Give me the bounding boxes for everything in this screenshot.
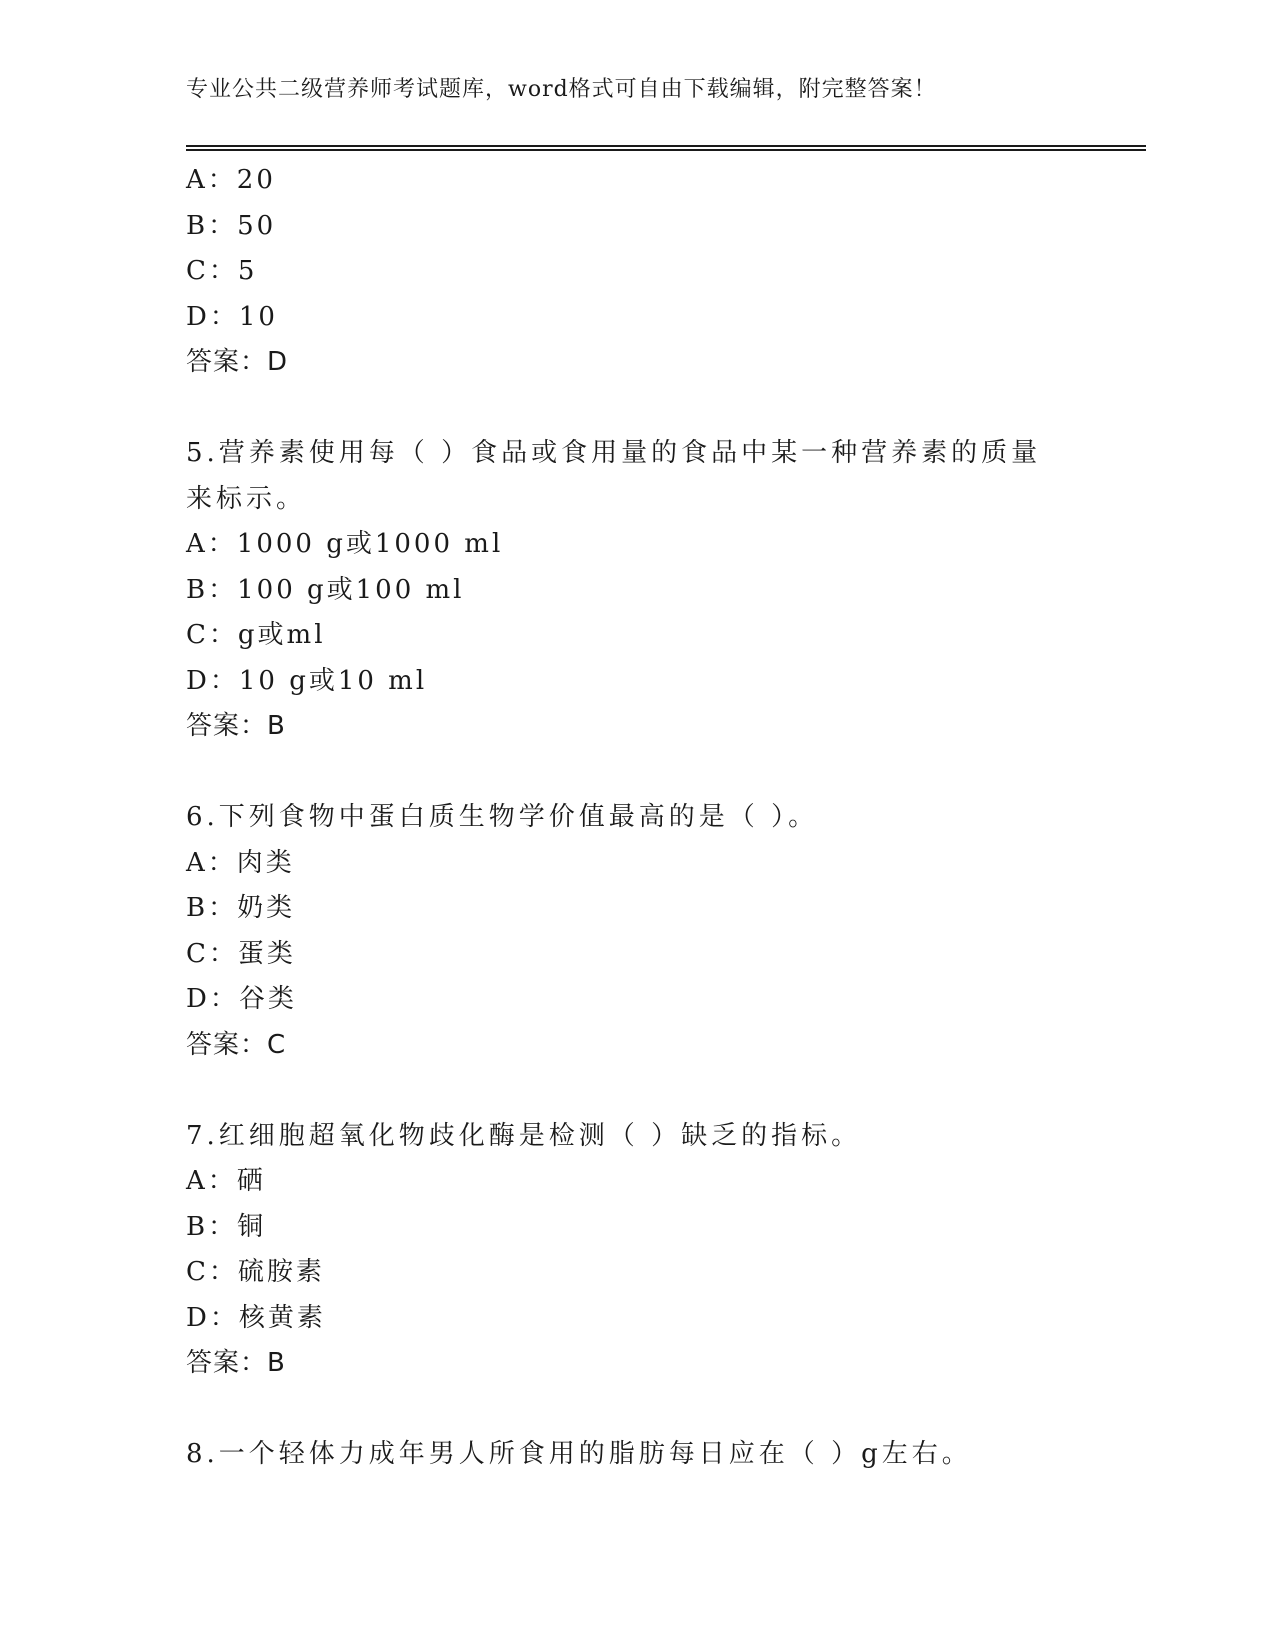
option-c: C：5	[186, 256, 258, 286]
option-a: A：硒	[186, 1166, 266, 1196]
option-d: D：10	[186, 301, 278, 332]
question-6	[186, 795, 1086, 1068]
option-c: C：硫胺素	[186, 1257, 325, 1287]
answer-line: 答案：D	[186, 347, 289, 377]
document-body	[186, 158, 1086, 1478]
answer-line: 答案：C	[186, 1029, 287, 1060]
option-b: B：50	[186, 210, 277, 241]
option-b: B：100 g或100 ml	[186, 574, 465, 605]
answer-line: 答案：B	[186, 1348, 286, 1378]
page-header: 专业公共二级营养师考试题库，word格式可自由下载编辑，附完整答案！	[186, 77, 937, 102]
option-c: C：g或ml	[186, 620, 326, 650]
question-stem: 8.一个轻体力成年男人所食用的脂肪每日应在（ ）g左右。	[186, 1439, 972, 1469]
option-a: A：肉类	[186, 847, 295, 878]
question-stem: 7.红细胞超氧化物歧化酶是检测（ ）缺乏的指标。	[186, 1120, 862, 1151]
question-5	[186, 431, 1086, 750]
previous-question-tail	[186, 158, 1086, 386]
question-stem: 6.下列食物中蛋白质生物学价值最高的是（ ）。	[186, 802, 819, 832]
option-b: B：奶类	[186, 893, 296, 923]
question-stem: 5.营养素使用每（ ）食品或食用量的食品中某一种营养素的质量来标示。	[186, 438, 1042, 514]
answer-line: 答案：B	[186, 711, 286, 741]
option-c: C：蛋类	[186, 938, 296, 969]
header-double-rule	[186, 145, 1146, 151]
spacer	[186, 1387, 1086, 1433]
option-a: A：20	[186, 165, 276, 195]
option-d: D：10 g或10 ml	[186, 665, 428, 696]
question-7	[186, 1114, 1086, 1387]
option-d: D：核黄素	[186, 1302, 326, 1333]
option-d: D：谷类	[186, 984, 297, 1014]
spacer	[186, 750, 1086, 796]
option-a: A：1000 g或1000 ml	[186, 529, 504, 559]
spacer	[186, 1068, 1086, 1114]
option-b: B：铜	[186, 1211, 267, 1242]
spacer	[186, 386, 1086, 432]
question-8	[186, 1432, 1086, 1478]
